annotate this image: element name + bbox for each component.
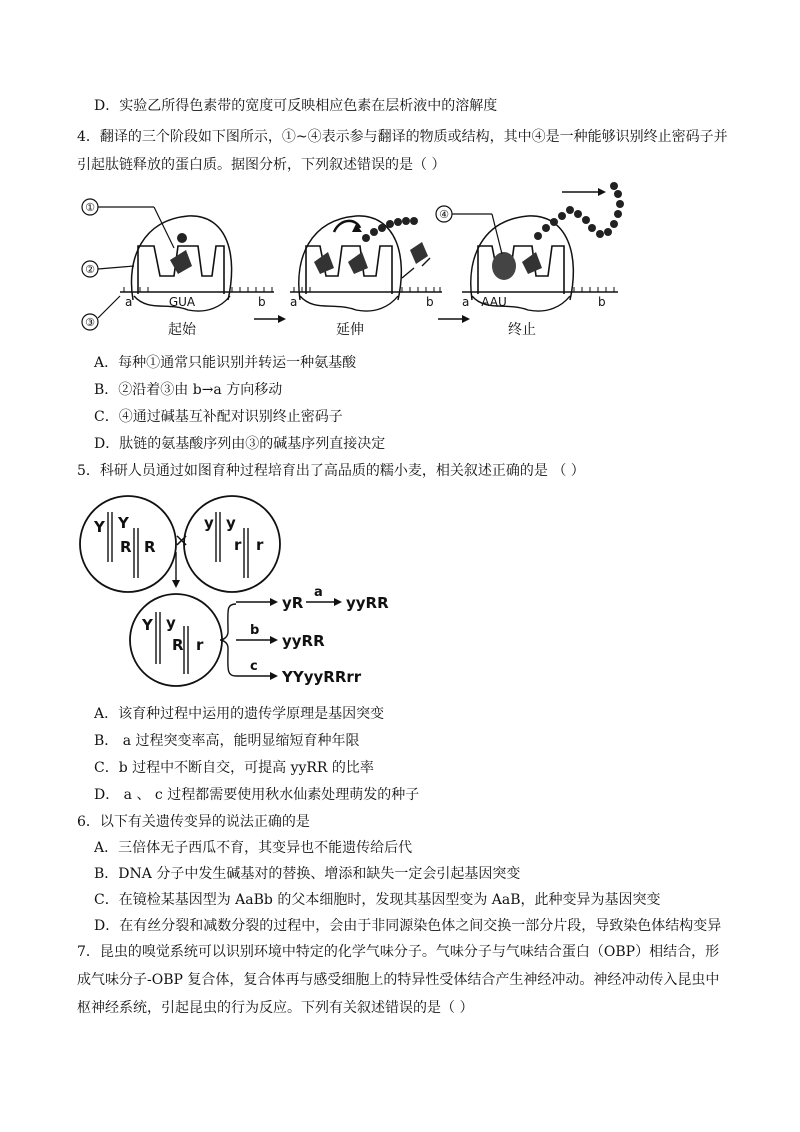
route-a-result: yyRR bbox=[346, 594, 389, 612]
q5-option-b: B． a 过程突变率高，能明显缩短育种年限 bbox=[94, 733, 360, 749]
label-3: ③ bbox=[85, 316, 95, 329]
label-1: ① bbox=[85, 201, 95, 214]
q6-option-d: D．在有丝分裂和减数分裂的过程中，会由于非同源染色体之间交换一部分片段，导致染色体结构变异 bbox=[94, 918, 722, 934]
p1-gene-r1: R bbox=[120, 538, 132, 556]
codon-aau: AAU bbox=[481, 295, 507, 309]
route-b-result: yyRR bbox=[282, 632, 325, 650]
f1-gene-r2: r bbox=[196, 636, 204, 654]
mrna-end-a-2: a bbox=[290, 295, 298, 309]
q4-stem-line2: 引起肽链释放的蛋白质。据图分析，下列叙述错误的是（ ） bbox=[77, 157, 446, 173]
f1-gene-y2: y bbox=[166, 614, 176, 632]
mrna-end-a-3: a bbox=[462, 295, 470, 309]
stage-label-termination: 终止 bbox=[508, 322, 536, 338]
q4-option-a: A．每种①通常只能识别并转运一种氨基酸 bbox=[94, 355, 357, 371]
q6-option-c: C．在镜检某基因型为 AaBb 的父本细胞时，发现其基因型变为 AaB，此种变异为基因突变 bbox=[94, 892, 661, 908]
route-b-label: b bbox=[250, 623, 260, 638]
q5-stem: 5．科研人员通过如图育种过程培育出了高品质的糯小麦，相关叙述正确的是 （ ） bbox=[77, 463, 585, 479]
translation-figure bbox=[78, 178, 638, 338]
stage-label-initiation: 起始 bbox=[168, 322, 196, 338]
q3-option-d: D．实验乙所得色素带的宽度可反映相应色素在层析液中的溶解度 bbox=[94, 98, 498, 114]
route-c-result: YYyyRRrr bbox=[282, 668, 362, 686]
q4-option-b: B．②沿着③由 b→a 方向移动 bbox=[94, 382, 283, 398]
mrna-end-b-1: b bbox=[258, 295, 266, 309]
q6-option-a: A．三倍体无子西瓜不育，其变异也不能遗传给后代 bbox=[94, 840, 413, 856]
route-a-intermediate: yR bbox=[282, 594, 304, 612]
p1-gene-y1: Y bbox=[94, 518, 105, 536]
cross-symbol: × bbox=[174, 530, 190, 551]
p1-gene-r2: R bbox=[144, 538, 156, 556]
q6-option-b: B．DNA 分子中发生碱基对的替换、增添和缺失一定会引起基因突变 bbox=[94, 866, 521, 882]
stage-label-elongation: 延伸 bbox=[336, 322, 364, 338]
q7-stem-line2: 成气味分子-OBP 复合体，复合体再与感受细胞上的特异性受体结合产生神经冲动。神经冲动传入昆虫中 bbox=[77, 972, 720, 988]
p2-gene-y1: y bbox=[204, 514, 214, 532]
q7-stem-line1: 7．昆虫的嗅觉系统可以识别环境中特定的化学气味分子。气味分子与气味结合蛋白（OBP）相结合，形 bbox=[77, 944, 720, 960]
stage-termination bbox=[436, 182, 624, 338]
route-a-label: a bbox=[314, 585, 323, 600]
breeding-figure bbox=[76, 492, 436, 692]
mrna-end-b-3: b bbox=[598, 295, 606, 309]
f1-gene-y1: Y bbox=[142, 616, 153, 634]
label-4: ④ bbox=[439, 208, 449, 221]
q6-stem: 6．以下有关遗传变异的说法正确的是 bbox=[77, 814, 310, 830]
mrna-end-a-1: a bbox=[125, 295, 133, 309]
mrna-end-b-2: b bbox=[426, 295, 434, 309]
stage-elongation bbox=[290, 216, 442, 338]
p2-gene-r1: r bbox=[234, 536, 242, 554]
q4-stem-line1: 4．翻译的三个阶段如下图所示，①~④表示参与翻译的物质或结构，其中④是一种能够识别终止密码子并 bbox=[77, 129, 728, 145]
p2-gene-r2: r bbox=[256, 536, 264, 554]
parent2-cell bbox=[184, 496, 280, 592]
codon-gua: GUA bbox=[168, 295, 196, 309]
stage-initiation bbox=[82, 199, 274, 338]
route-c-label: c bbox=[250, 659, 258, 674]
q7-stem-line3: 枢神经系统，引起昆虫的行为反应。下列有关叙述错误的是（ ） bbox=[77, 1000, 474, 1016]
q5-option-a: A．该育种过程中运用的遗传学原理是基因突变 bbox=[94, 706, 385, 722]
label-2: ② bbox=[85, 263, 95, 276]
q5-option-c: C．b 过程中不断自交，可提高 yyRR 的比率 bbox=[94, 760, 374, 776]
q4-option-c: C．④通过碱基互补配对识别终止密码子 bbox=[94, 409, 343, 425]
q4-option-d: D．肽链的氨基酸序列由③的碱基序列直接决定 bbox=[94, 436, 386, 452]
q5-option-d: D． a 、 c 过程都需要使用秋水仙素处理萌发的种子 bbox=[94, 787, 420, 803]
p1-gene-y2: Y bbox=[118, 514, 129, 532]
f1-gene-r1: R bbox=[172, 636, 184, 654]
p2-gene-y2: y bbox=[226, 514, 236, 532]
